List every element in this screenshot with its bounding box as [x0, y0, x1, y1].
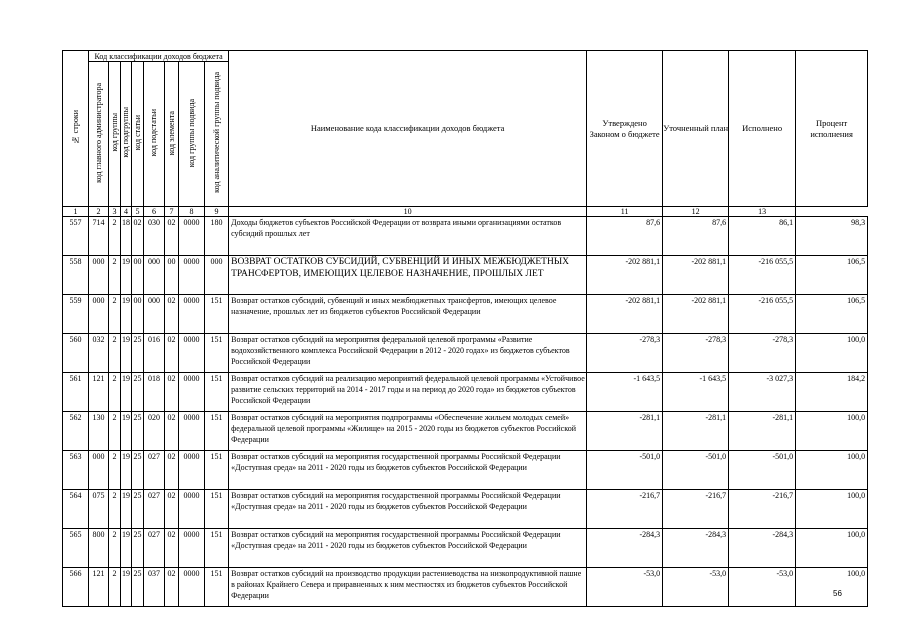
header-row-no: № строки: [63, 51, 89, 207]
row-number: 565: [63, 529, 89, 568]
refined-plan-amount: -1 643,5: [663, 373, 729, 412]
analytic-group-code: 151: [205, 490, 229, 529]
executed-amount: -281,1: [729, 412, 796, 451]
row-number: 558: [63, 256, 89, 295]
column-number: 9: [205, 207, 229, 217]
subgroup-code: 19: [121, 412, 132, 451]
admin-code: 032: [89, 334, 109, 373]
analytic-group-code: 151: [205, 373, 229, 412]
admin-code: 121: [89, 568, 109, 607]
subtype-group-code: 0000: [179, 295, 205, 334]
subgroup-code: 19: [121, 295, 132, 334]
analytic-group-code: 151: [205, 451, 229, 490]
subarticle-code: 037: [144, 568, 165, 607]
execution-percent: 100,0: [796, 490, 868, 529]
column-number: 4: [121, 207, 132, 217]
element-code: 02: [165, 529, 179, 568]
approved-amount: -202 881,1: [587, 295, 663, 334]
subarticle-code: 030: [144, 217, 165, 256]
subtype-group-code: 0000: [179, 373, 205, 412]
executed-amount: -216,7: [729, 490, 796, 529]
group-code: 2: [109, 529, 121, 568]
refined-plan-amount: -202 881,1: [663, 256, 729, 295]
refined-plan-amount: -501,0: [663, 451, 729, 490]
table-row: [63, 373, 868, 412]
subgroup-code: 19: [121, 334, 132, 373]
admin-code: 714: [89, 217, 109, 256]
execution-percent: 100,0: [796, 568, 868, 607]
execution-percent: 100,0: [796, 451, 868, 490]
column-number-row: [63, 207, 868, 217]
column-number: 10: [229, 207, 587, 217]
subtype-group-code: 0000: [179, 256, 205, 295]
table-row: [63, 256, 868, 295]
element-code: 02: [165, 334, 179, 373]
header-article-code: код статьи: [132, 62, 144, 207]
row-number: 562: [63, 412, 89, 451]
row-number: 566: [63, 568, 89, 607]
table-row: [63, 412, 868, 451]
subtype-group-code: 0000: [179, 568, 205, 607]
table-row: [63, 217, 868, 256]
revenue-classification-table: [62, 50, 868, 607]
subtype-group-code: 0000: [179, 529, 205, 568]
subarticle-code: 000: [144, 256, 165, 295]
execution-percent: 184,2: [796, 373, 868, 412]
admin-code: 000: [89, 295, 109, 334]
element-code: 02: [165, 451, 179, 490]
execution-percent: 106,5: [796, 295, 868, 334]
analytic-group-code: 151: [205, 529, 229, 568]
admin-code: 800: [89, 529, 109, 568]
approved-amount: -53,0: [587, 568, 663, 607]
row-number: 564: [63, 490, 89, 529]
article-code: 25: [132, 451, 144, 490]
element-code: 02: [165, 412, 179, 451]
refined-plan-amount: 87,6: [663, 217, 729, 256]
article-code: 25: [132, 412, 144, 451]
execution-percent: 100,0: [796, 334, 868, 373]
execution-percent: 106,5: [796, 256, 868, 295]
admin-code: 000: [89, 256, 109, 295]
table-row: [63, 568, 868, 607]
element-code: 02: [165, 373, 179, 412]
column-number: 2: [89, 207, 109, 217]
header-subgroup-code: код подгруппы: [121, 62, 132, 207]
table-row: [63, 295, 868, 334]
article-code: 25: [132, 568, 144, 607]
executed-amount: -3 027,3: [729, 373, 796, 412]
group-code: 2: [109, 373, 121, 412]
analytic-group-code: 151: [205, 568, 229, 607]
subgroup-code: 18: [121, 217, 132, 256]
header-admin-code: код главного администратора: [89, 62, 109, 207]
executed-amount: 86,1: [729, 217, 796, 256]
row-number: 563: [63, 451, 89, 490]
header-approved: Утверждено Законом о бюджете: [587, 51, 663, 207]
row-number: 560: [63, 334, 89, 373]
code-name: Возврат остатков субсидий на мероприятия государственной программы Российской Федерации «Доступная среда» на 2011 - 2020 годы из бюджетов субъектов Российской Федерации: [229, 451, 587, 490]
approved-amount: -284,3: [587, 529, 663, 568]
header-executed: Исполнено: [729, 51, 796, 207]
article-code: 02: [132, 217, 144, 256]
executed-amount: -216 055,5: [729, 295, 796, 334]
table-row: [63, 490, 868, 529]
analytic-group-code: 151: [205, 412, 229, 451]
executed-amount: -501,0: [729, 451, 796, 490]
approved-amount: -281,1: [587, 412, 663, 451]
subgroup-code: 19: [121, 490, 132, 529]
subtype-group-code: 0000: [179, 412, 205, 451]
column-number: 3: [109, 207, 121, 217]
article-code: 25: [132, 334, 144, 373]
group-code: 2: [109, 295, 121, 334]
admin-code: 075: [89, 490, 109, 529]
subarticle-code: 016: [144, 334, 165, 373]
header-code-group: Код классификации доходов бюджета: [89, 51, 229, 62]
article-code: 00: [132, 295, 144, 334]
row-number: 561: [63, 373, 89, 412]
header-element-code: код элемента: [165, 62, 179, 207]
executed-amount: -278,3: [729, 334, 796, 373]
group-code: 2: [109, 568, 121, 607]
row-number: 557: [63, 217, 89, 256]
header-name: Наименование кода классификации доходов бюджета: [229, 51, 587, 207]
code-name: Возврат остатков субсидий на производство продукции растениеводства на низкопродуктивной пашне в районах Крайнего Севера и приравненных к ним местностях из бюджетов субъектов Российской Федерации: [229, 568, 587, 607]
code-name: Возврат остатков субсидий на мероприятия федеральной целевой программы «Развитие водохозяйственного комплекса Российской Федерации в 2012 - 2020 годах» из бюджетов субъектов Российской Федерации: [229, 334, 587, 373]
group-code: 2: [109, 217, 121, 256]
group-code: 2: [109, 412, 121, 451]
column-number: 5: [132, 207, 144, 217]
element-code: 00: [165, 256, 179, 295]
article-code: 25: [132, 529, 144, 568]
executed-amount: -284,3: [729, 529, 796, 568]
column-number: 13: [729, 207, 796, 217]
analytic-group-code: 180: [205, 217, 229, 256]
code-name: Возврат остатков субсидий, субвенций и иных межбюджетных трансфертов, имеющих целевое назначение, прошлых лет из бюджетов субъектов Российской Федерации: [229, 295, 587, 334]
group-code: 2: [109, 334, 121, 373]
code-name: Возврат остатков субсидий на мероприятия государственной программы Российской Федерации «Доступная среда» на 2011 - 2020 годы из бюджетов субъектов Российской Федерации: [229, 529, 587, 568]
header-percent: Процент исполнения: [796, 51, 868, 207]
admin-code: 000: [89, 451, 109, 490]
subgroup-code: 19: [121, 256, 132, 295]
article-code: 25: [132, 373, 144, 412]
analytic-group-code: 151: [205, 295, 229, 334]
column-number: 12: [663, 207, 729, 217]
executed-amount: -53,0: [729, 568, 796, 607]
admin-code: 121: [89, 373, 109, 412]
subgroup-code: 19: [121, 529, 132, 568]
page-number: 56: [833, 589, 842, 598]
table-row: [63, 451, 868, 490]
subgroup-code: 19: [121, 373, 132, 412]
subtype-group-code: 0000: [179, 451, 205, 490]
column-number: 6: [144, 207, 165, 217]
group-code: 2: [109, 451, 121, 490]
group-code: 2: [109, 490, 121, 529]
approved-amount: 87,6: [587, 217, 663, 256]
approved-amount: -202 881,1: [587, 256, 663, 295]
subarticle-code: 027: [144, 451, 165, 490]
row-number: 559: [63, 295, 89, 334]
revenue-table-sheet: [62, 50, 867, 607]
executed-amount: -216 055,5: [729, 256, 796, 295]
refined-plan-amount: -281,1: [663, 412, 729, 451]
element-code: 02: [165, 568, 179, 607]
code-name: Возврат остатков субсидий на мероприятия подпрограммы «Обеспечение жильем молодых семей» федеральной целевой программы «Жилище» на 2015 - 2020 годы из бюджетов субъектов Российской Федерации: [229, 412, 587, 451]
element-code: 02: [165, 490, 179, 529]
header-refined: Уточненный план: [663, 51, 729, 207]
header-group-code: код группы: [109, 62, 121, 207]
article-code: 25: [132, 490, 144, 529]
subarticle-code: 018: [144, 373, 165, 412]
refined-plan-amount: -278,3: [663, 334, 729, 373]
subarticle-code: 027: [144, 529, 165, 568]
code-name: Возврат остатков субсидий на реализацию мероприятий федеральной целевой программы «Устойчивое развитие сельских территорий на 2014 - 2017 годы и на период до 2020 года» из бюджетов субъектов Российской Федерации: [229, 373, 587, 412]
code-name: ВОЗВРАТ ОСТАТКОВ СУБСИДИЙ, СУБВЕНЦИЙ И ИНЫХ МЕЖБЮДЖЕТНЫХ ТРАНСФЕРТОВ, ИМЕЮЩИХ ЦЕЛЕВОЕ НАЗНАЧЕНИЕ, ПРОШЛЫХ ЛЕТ: [229, 256, 587, 295]
header-analytic-group-code: код аналитической группы подвида: [205, 62, 229, 207]
group-code: 2: [109, 256, 121, 295]
table-row: [63, 529, 868, 568]
subarticle-code: 000: [144, 295, 165, 334]
column-number: 11: [587, 207, 663, 217]
analytic-group-code: 151: [205, 334, 229, 373]
subgroup-code: 19: [121, 568, 132, 607]
subarticle-code: 020: [144, 412, 165, 451]
element-code: 02: [165, 295, 179, 334]
refined-plan-amount: -216,7: [663, 490, 729, 529]
header-subtype-group-code: код группы подвида: [179, 62, 205, 207]
execution-percent: 100,0: [796, 412, 868, 451]
column-number: 7: [165, 207, 179, 217]
refined-plan-amount: -284,3: [663, 529, 729, 568]
execution-percent: 98,3: [796, 217, 868, 256]
approved-amount: -216,7: [587, 490, 663, 529]
element-code: 02: [165, 217, 179, 256]
approved-amount: -278,3: [587, 334, 663, 373]
refined-plan-amount: -53,0: [663, 568, 729, 607]
execution-percent: 100,0: [796, 529, 868, 568]
code-name: Доходы бюджетов субъектов Российской Федерации от возврата иными организациями остатков субсидий прошлых лет: [229, 217, 587, 256]
table-row: [63, 334, 868, 373]
header-subarticle-code: код подстатьи: [144, 62, 165, 207]
approved-amount: -1 643,5: [587, 373, 663, 412]
admin-code: 130: [89, 412, 109, 451]
subtype-group-code: 0000: [179, 490, 205, 529]
subtype-group-code: 0000: [179, 334, 205, 373]
subtype-group-code: 0000: [179, 217, 205, 256]
code-name: Возврат остатков субсидий на мероприятия государственной программы Российской Федерации «Доступная среда» на 2011 - 2020 годы из бюджетов субъектов Российской Федерации: [229, 490, 587, 529]
column-number: 8: [179, 207, 205, 217]
article-code: 00: [132, 256, 144, 295]
analytic-group-code: 000: [205, 256, 229, 295]
subarticle-code: 027: [144, 490, 165, 529]
subgroup-code: 19: [121, 451, 132, 490]
column-number: 1: [63, 207, 89, 217]
refined-plan-amount: -202 881,1: [663, 295, 729, 334]
approved-amount: -501,0: [587, 451, 663, 490]
